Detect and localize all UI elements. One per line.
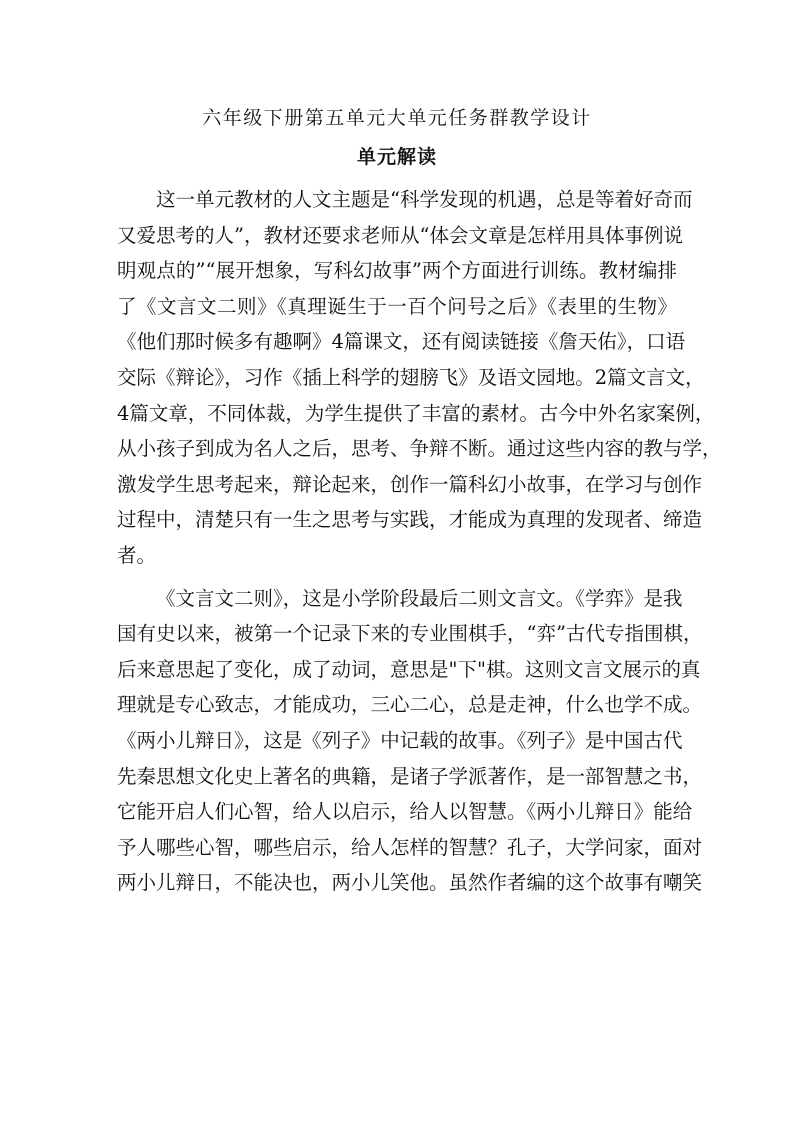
paragraph-line: 理就是专心致志，才能成功，三心二心，总是走神，什么也学不成。 bbox=[117, 693, 703, 717]
document-title: 六年级下册第五单元大单元任务群教学设计 bbox=[202, 107, 592, 129]
paragraph-classical-texts bbox=[117, 581, 703, 901]
paragraph-line: 予人哪些心智，哪些启示，给人怎样的智慧？孔子，大学问家，面对 bbox=[117, 835, 703, 859]
section-heading: 单元解读 bbox=[356, 146, 437, 168]
paragraph-line: 先秦思想文化史上著名的典籍，是诸子学派著作，是一部智慧之书， bbox=[117, 764, 703, 788]
paragraph-line: 它能开启人们心智，给人以启示，给人以智慧。《两小儿辩日》能给 bbox=[117, 800, 693, 824]
paragraph-line: 了《文言文二则》《真理诞生于一百个问号之后》《表里的生物》 bbox=[117, 294, 677, 318]
paragraph-unit-overview bbox=[117, 182, 722, 574]
paragraph-line: 过程中，清楚只有一生之思考与实践，才能成为真理的发现者、缔造 bbox=[117, 508, 703, 532]
paragraph-line: 4篇文章，不同体裁，为学生提供了丰富的素材。古今中外名家案例， bbox=[117, 401, 715, 425]
paragraph-line: 又爱思考的人”，教材还要求老师从“体会文章是怎样用具体事例说 bbox=[117, 223, 683, 247]
body-text bbox=[117, 182, 722, 901]
paragraph-line: 这一单元教材的人文主题是“科学发现的机遇，总是等着好奇而 bbox=[156, 188, 693, 211]
paragraph-line: 《两小儿辩日》，这是《列子》中记载的故事。《列子》是中国古代 bbox=[117, 728, 683, 752]
paragraph-line: 两小儿辩日，不能决也，两小儿笑他。虽然作者编的这个故事有嘲笑 bbox=[117, 871, 703, 895]
paragraph-line: 后来意思起了变化，成了动词，意思是"下"棋。这则文言文展示的真 bbox=[117, 657, 701, 681]
paragraph-line: 国有史以来，被第一个记录下来的专业围棋手，“弈”古代专指围棋， bbox=[117, 622, 703, 646]
paragraph-line: 激发学生思考起来，辩论起来，创作一篇科幻小故事，在学习与创作 bbox=[117, 472, 703, 496]
paragraph-line: 交际《辩论》，习作《插上科学的翅膀飞》及语文园地。2篇文言文， bbox=[117, 365, 705, 389]
paragraph-line: 明观点的”“展开想象，写科幻故事”两个方面进行训练。教材编排 bbox=[117, 259, 677, 283]
paragraph-line: 从小孩子到成为名人之后，思考、争辩不断。通过这些内容的教与学， bbox=[117, 437, 722, 461]
paragraph-line: 《文言文二则》，这是小学阶段最后二则文言文。《学弈》是我 bbox=[156, 586, 683, 610]
paragraph-line: 《他们那时候多有趣啊》4篇课文，还有阅读链接《詹天佑》，口语 bbox=[117, 330, 686, 354]
paragraph-line: 者。 bbox=[117, 543, 157, 567]
